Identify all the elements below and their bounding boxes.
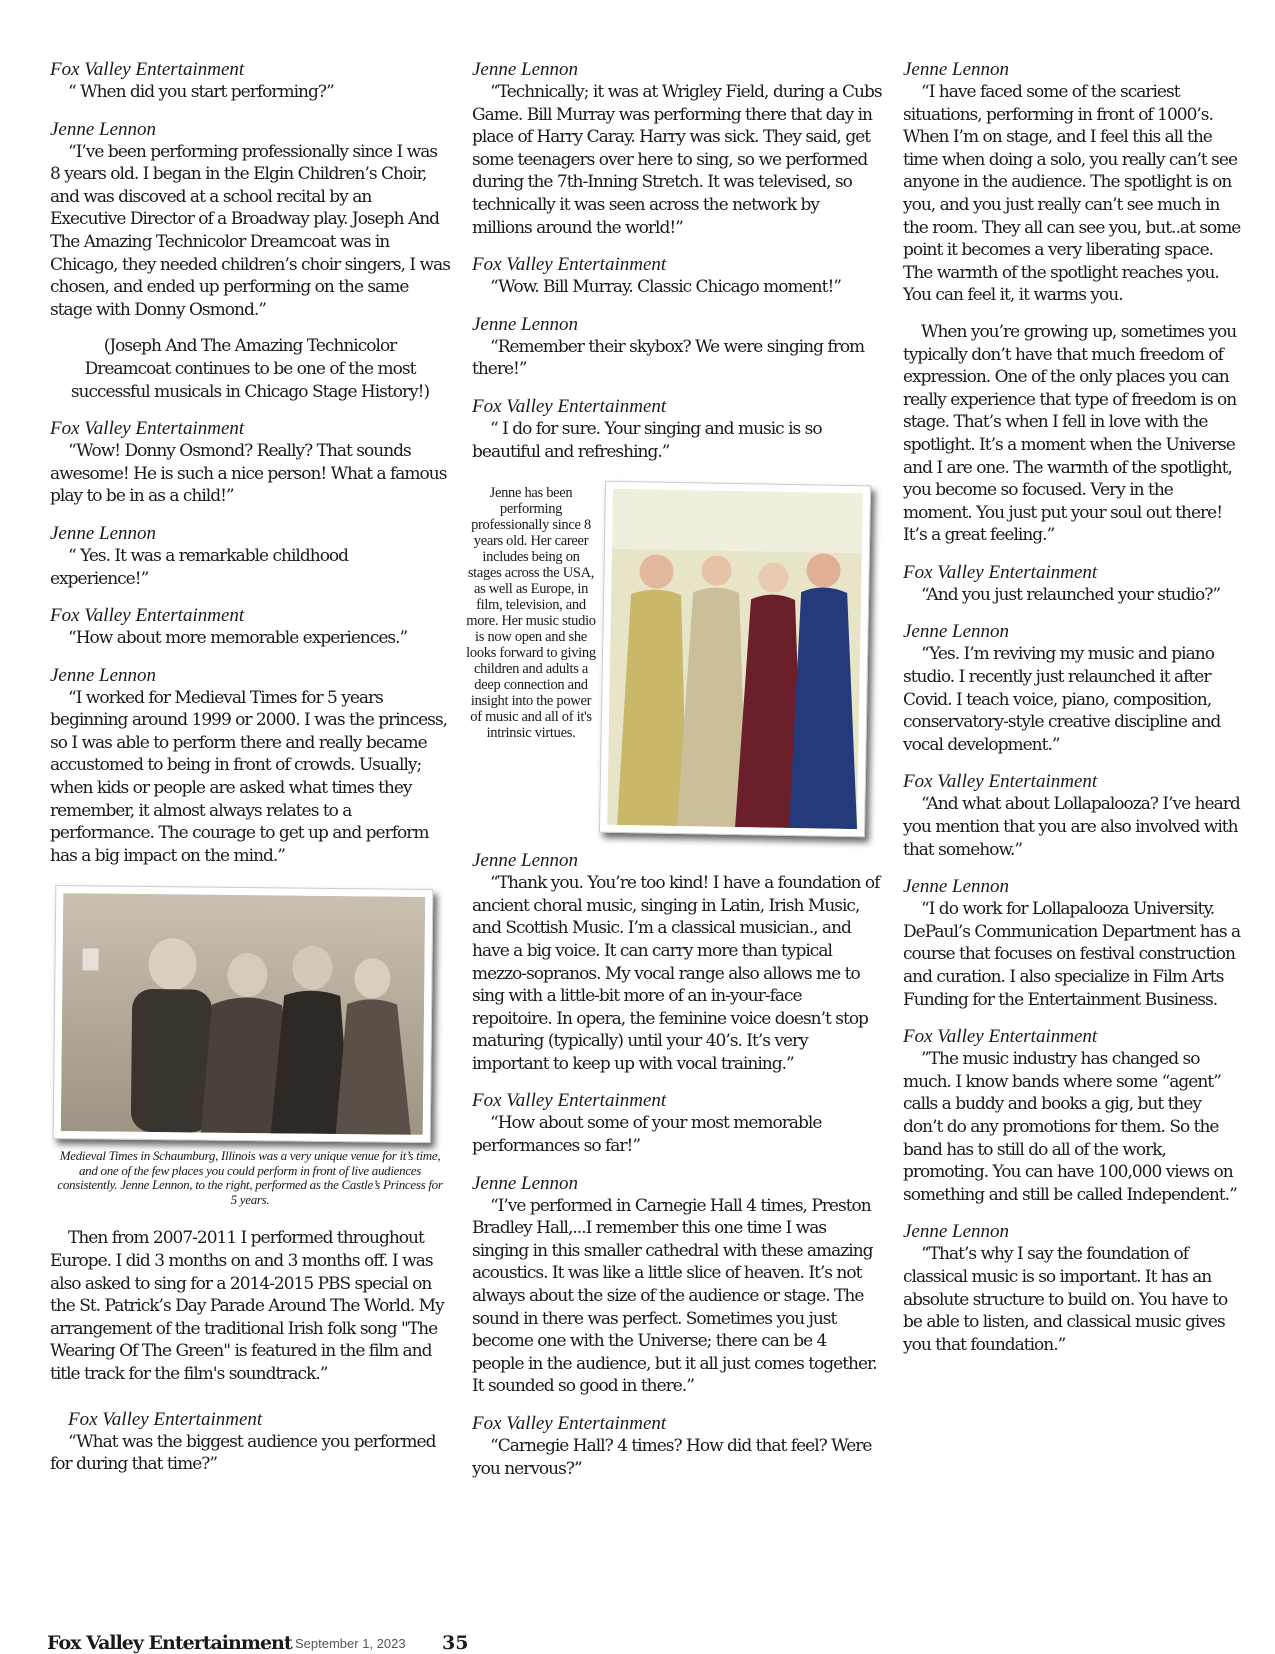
column-1 xyxy=(50,58,450,1490)
question-text: “How about more memorable experiences.” xyxy=(68,628,408,649)
speaker-label: Fox Valley Entertainment xyxy=(472,254,667,276)
speaker-label: Fox Valley Entertainment xyxy=(50,418,245,440)
answer-text: “Remember their skybox? We were singing from there!” xyxy=(472,336,865,380)
speaker-label: Jenne Lennon xyxy=(903,876,1010,898)
answer-text: “Technically; it was at Wrigley Field, during a Cubs Game. Bill Murray was performing there that day in place of Harry Caray. Harry was sick. They said, get some teenagers over here to sing, so we performed during the 7th-Inning Stretch. It was televised, so technically it was seen across the network by millions around the world!” xyxy=(472,82,882,238)
speaker-label: Jenne Lennon xyxy=(472,1172,579,1194)
answer-text: “Thank you. You’re too kind! I have a foundation of ancient choral music, singing in Latin, Irish Music, and Scottish Music. I’m a classical musician., and have a big voice. It can carry more than typical mezzo-sopranos. My vocal range also allows me to sing with a little-bit more of an in-your-face repoitoire. In opera, the feminine voice doesn’t stop maturing (typically) until your 40’s. It’s very important to keep up with vocal training.” xyxy=(472,873,880,1074)
speaker-label: Fox Valley Entertainment xyxy=(903,771,1098,793)
question-text: “And what about Lollapalooza? I’ve heard you mention that you are also involved with that somehow.” xyxy=(903,794,1240,860)
speaker-label: Fox Valley Entertainment xyxy=(472,1413,667,1434)
body-paragraph: Then from 2007-2011 I performed throughout Europe. I did 3 months on and 3 months off. I was also asked to sing for a 2014-2015 PBS special on the St. Patrick’s Day Parade Around The World. My arrangement of the traditional Irish folk song "The Wearing Of The Green" is featured in the film and title track for the film's soundtrack.” xyxy=(50,1228,444,1384)
group-photo-image xyxy=(61,894,425,1136)
speaker-label: Fox Valley Entertainment xyxy=(472,395,667,417)
speaker-label: Jenne Lennon xyxy=(472,313,579,335)
question-text: “And you just relaunched your studio?” xyxy=(921,584,1221,605)
speaker-label: Fox Valley Entertainment xyxy=(50,59,245,80)
question-text: “How about some of your most memorable performances so far!” xyxy=(472,1113,822,1157)
photo-medieval-times-wrapper xyxy=(50,881,450,1149)
answer-text: “I do work for Lollapalooza University. DePaul’s Communication Department has a course that focuses on festival construction and curation. I also specialize in Film Arts Funding for the Entertainment Business. xyxy=(903,899,1241,1010)
photo-medieval-times xyxy=(53,885,434,1143)
speaker-label: Fox Valley Entertainment xyxy=(50,605,245,627)
photo-caption: Medieval Times in Schaumburg, Illinois was a very unique venue for it’s time, and one of the few places you could perform in front of live audiences consistently. Jenne Lennon, to the right, performed as the Castle’s Princess for 5 years. xyxy=(57,1148,443,1207)
answer-text: “I’ve performed in Carnegie Hall 4 times, Preston Bradley Hall,...I remember this one time I was singing in this smaller cathedral with these amazing acoustics. It was like a little slice of heaven. It’s not always about the size of the audience or stage. The sound in there was perfect. Sometimes you just become one with the Universe; there can be 4 people in the audience, but it all just comes together. It sounded so good in there.” xyxy=(472,1195,877,1397)
page-number: 35 xyxy=(442,1632,469,1654)
side-caption: Jenne has been performing professionally since 8 years old. Her career includes being on stages across the USA, as well as Europe, in film, television, and more. Her music studio is now open and she looks forward to giving children and adults a deep connection and insight into the power of music and all of it's intrinsic virtues. xyxy=(466,485,596,742)
speaker-label: Fox Valley Entertainment xyxy=(903,1026,1098,1048)
question-text: “ When did you start performing?” xyxy=(68,82,334,102)
question-text: “Wow! Donny Osmond? Really? That sounds awesome! He is such a nice person! What a famous play to be in as a child!” xyxy=(50,441,447,507)
question-text: “Wow. Bill Murray. Classic Chicago moment!” xyxy=(490,277,841,298)
footer-brand: Fox Valley Entertainment xyxy=(47,1632,292,1654)
speaker-label: Jenne Lennon xyxy=(903,1221,1010,1243)
speaker-label: Fox Valley Entertainment xyxy=(472,1090,667,1112)
speaker-label: Jenne Lennon xyxy=(50,522,157,544)
answer-text: “ Yes. It was a remarkable childhood experience!” xyxy=(50,545,349,589)
answer-text: ”The music industry has changed so much. I know bands where some “agent” calls a buddy and books a gig, but they don’t do any promotions for them. So the band has to still do all of the work, promoting. You can have 100,000 views on something and still be called Independent.” xyxy=(903,1049,1237,1205)
photo-singers xyxy=(599,481,871,838)
column-2 xyxy=(466,58,882,1494)
question-text: “ I do for sure. Your singing and music is so beautiful and refreshing.” xyxy=(472,418,822,462)
answer-text: “I have faced some of the scariest situations, performing in front of 1000’s. When I’m on stage, and I feel this all the time when doing a solo, you really can’t see anyone in the audience. The spotlight is on you, and you just really can’t see much in the room. They all can see you, but..at some point it becomes a very liberating space. The warmth of the spotlight reaches you. You can feel it, it warms you. xyxy=(903,82,1241,306)
question-text: “Carnegie Hall? 4 times? How did that feel? Were you nervous?” xyxy=(472,1436,872,1479)
speaker-label: Fox Valley Entertainment xyxy=(68,1408,263,1430)
answer-text: “I’ve been performing professionally since I was 8 years old. I began in the Elgin Children’s Choir, and was discoved at a school recital by an Executive Director of a Broadway play. Joseph And The Amazing Technicolor Dreamcoat was in Chicago, they needed children’s choir singers, I was chosen, and ended up performing on the same stage with Donny Osmond.” xyxy=(50,141,450,320)
speaker-label: Jenne Lennon xyxy=(903,59,1010,80)
speaker-label: Fox Valley Entertainment xyxy=(903,561,1098,583)
singers-photo-block xyxy=(466,477,882,849)
question-text: “What was the biggest audience you performed for during that time?” xyxy=(50,1431,436,1475)
speaker-label: Jenne Lennon xyxy=(472,59,579,80)
speaker-label: Jenne Lennon xyxy=(50,118,157,140)
speaker-label: Jenne Lennon xyxy=(50,664,157,686)
speaker-label: Jenne Lennon xyxy=(903,621,1010,643)
body-paragraph: When you’re growing up, sometimes you typically don’t have that much freedom of expression. One of the only places you can really experience that type of freedom is on stage. That’s when I fell in love with the spotlight. It’s a moment when the Universe and I are one. The warmth of the spotlight, you become so focused. Very in the moment. You just put your soul out there! It’s a great feeling.” xyxy=(903,321,1237,546)
speaker-label: Jenne Lennon xyxy=(472,850,579,872)
footer-date: September 1, 2023 xyxy=(295,1636,406,1651)
editor-note: (Joseph And The Amazing Technicolor Dreamcoat continues to be one of the most successful musicals in Chicago Stage History!) xyxy=(70,336,430,402)
answer-text: “I worked for Medieval Times for 5 years beginning around 1999 or 2000. I was the princess, so I was able to perform there and really became accustomed to being in front of crowds. Usually; when kids or people are asked what times they remember, it almost always relates to a performance. The courage to get up and perform has a big impact on the mind.” xyxy=(50,687,448,866)
answer-text: “That’s why I say the foundation of classical music is so important. It has an absolute structure to build on. You have to be able to listen, and classical music gives you that foundation.” xyxy=(903,1244,1228,1355)
column-3 xyxy=(903,58,1243,1370)
singers-image xyxy=(607,489,863,829)
answer-text: “Yes. I’m reviving my music and piano studio. I recently just relaunched it after Covid. I teach voice, piano, composition, conservatory-style creative discipline and vocal development.” xyxy=(903,644,1221,755)
